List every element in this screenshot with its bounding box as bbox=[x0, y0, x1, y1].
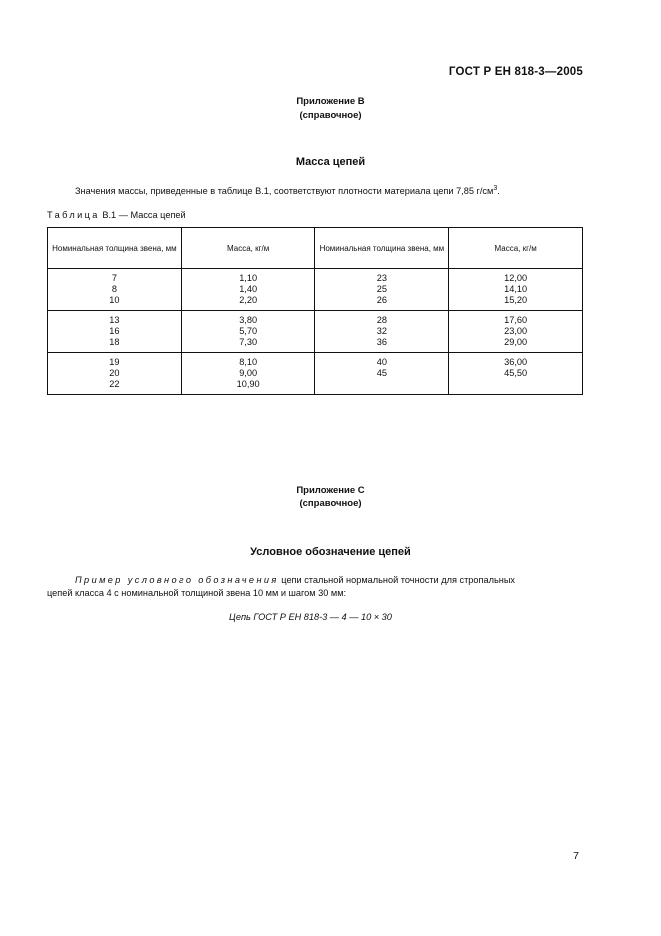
cell-value: 45,50 bbox=[504, 368, 528, 378]
cell-value: 40 bbox=[376, 357, 387, 367]
annex-b-heading: Масса цепей bbox=[295, 156, 366, 168]
table-row bbox=[48, 311, 583, 353]
table-cell bbox=[48, 311, 182, 353]
example-text-1: цепи стальной нормальной точности для стропальных bbox=[278, 575, 516, 585]
cell-value: 8,10 bbox=[239, 357, 258, 367]
table-cell bbox=[449, 311, 583, 353]
table-cell bbox=[449, 269, 583, 311]
table-cell bbox=[449, 353, 583, 395]
cell-value: 23,00 bbox=[504, 326, 528, 336]
density-superscript: 3 bbox=[493, 185, 498, 192]
table-cell bbox=[315, 311, 449, 353]
table-caption-text: В.1 — Масса цепей bbox=[99, 210, 186, 220]
table-header-row bbox=[48, 228, 583, 269]
table-row bbox=[48, 269, 583, 311]
header-thickness-2: Номинальная толщина звена, мм bbox=[315, 228, 449, 269]
example-line-1 bbox=[75, 575, 581, 585]
cell-value: 1,40 bbox=[239, 284, 258, 294]
example-line-2: цепей класса 4 с номинальной толщиной звена 10 мм и шагом 30 мм: bbox=[47, 588, 347, 598]
cell-value: 22 bbox=[109, 379, 120, 389]
cell-value: 25 bbox=[376, 284, 387, 294]
annex-b-subtitle: (справочное) bbox=[299, 110, 362, 121]
mass-table bbox=[47, 227, 583, 395]
cell-value: 36 bbox=[376, 337, 387, 347]
cell-value: 16 bbox=[109, 326, 120, 336]
cell-value: 13 bbox=[109, 315, 120, 325]
cell-value: 23 bbox=[376, 273, 387, 283]
cell-value: 2,20 bbox=[239, 295, 258, 305]
cell-value: 10 bbox=[109, 295, 120, 305]
table-cell bbox=[48, 353, 182, 395]
page-number: 7 bbox=[573, 850, 579, 862]
annex-c-heading: Условное обозначение цепей bbox=[250, 546, 411, 558]
standard-designation: ГОСТ Р ЕН 818-3—2005 bbox=[448, 66, 583, 78]
example-label: Пример условного обозначения bbox=[75, 575, 279, 585]
cell-value: 26 bbox=[376, 295, 387, 305]
cell-value: 32 bbox=[376, 326, 387, 336]
cell-value: 29,00 bbox=[504, 337, 528, 347]
table-caption-word: Таблица bbox=[47, 210, 100, 220]
cell-value: 15,20 bbox=[504, 295, 528, 305]
cell-value: 8 bbox=[111, 284, 117, 294]
cell-value: 14,10 bbox=[504, 284, 528, 294]
cell-value: 3,80 bbox=[239, 315, 258, 325]
cell-value: 19 bbox=[109, 357, 120, 367]
table-cell bbox=[181, 269, 315, 311]
annex-c-subtitle: (справочное) bbox=[299, 498, 362, 509]
cell-value: 28 bbox=[376, 315, 387, 325]
cell-value: 7 bbox=[111, 273, 117, 283]
header-thickness-1: Номинальная толщина звена, мм bbox=[48, 228, 182, 269]
table-cell bbox=[181, 311, 315, 353]
table-cell bbox=[315, 269, 449, 311]
cell-value: 45 bbox=[376, 368, 387, 378]
table-cell bbox=[48, 269, 182, 311]
density-period: . bbox=[497, 186, 500, 197]
table-caption bbox=[47, 210, 186, 220]
chain-designation: Цепь ГОСТ Р ЕН 818-3 — 4 — 10 × 30 bbox=[229, 612, 392, 622]
annex-b-title: Приложение В bbox=[296, 96, 365, 107]
cell-value: 18 bbox=[109, 337, 120, 347]
cell-value: 12,00 bbox=[504, 273, 528, 283]
cell-value: 10,90 bbox=[236, 379, 260, 389]
table-row bbox=[48, 353, 583, 395]
cell-value: 36,00 bbox=[504, 357, 528, 367]
density-paragraph bbox=[75, 185, 500, 196]
header-mass-2: Масса, кг/м bbox=[449, 228, 583, 269]
cell-value: 20 bbox=[109, 368, 120, 378]
cell-value: 9,00 bbox=[239, 368, 258, 378]
density-text: Значения массы, приведенные в таблице В.1, соответствуют плотности материала цепи 7,85 г/см bbox=[75, 186, 494, 197]
cell-value: 1,10 bbox=[239, 273, 258, 283]
cell-value: 17,60 bbox=[504, 315, 528, 325]
table-cell bbox=[181, 353, 315, 395]
header-mass-1: Масса, кг/м bbox=[181, 228, 315, 269]
cell-value: 7,30 bbox=[239, 337, 258, 347]
cell-value: 5,70 bbox=[239, 326, 258, 336]
annex-c-title: Приложение С bbox=[296, 485, 365, 496]
table-cell bbox=[315, 353, 449, 395]
